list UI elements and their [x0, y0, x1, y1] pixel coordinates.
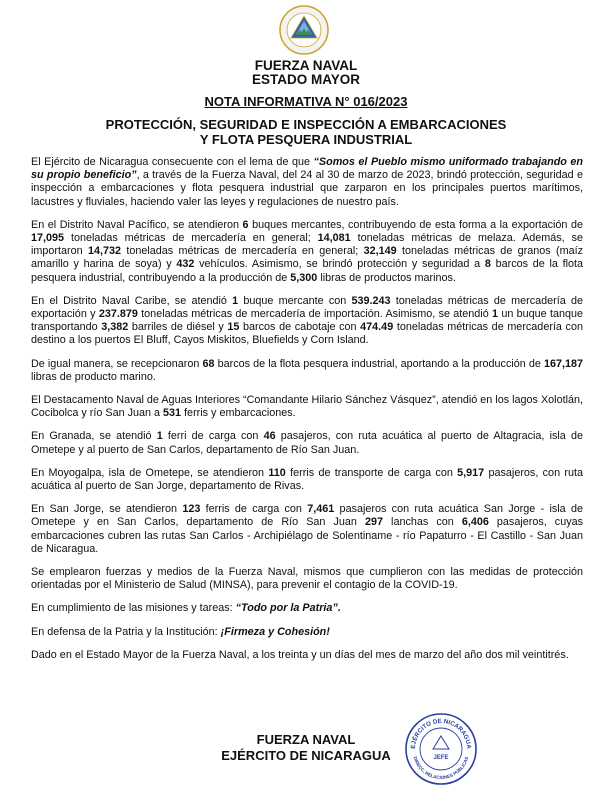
signature-line-2: EJÉRCITO DE NICARAGUA — [221, 748, 391, 763]
dept-name: ESTADO MAYOR — [251, 72, 360, 87]
paragraph-granada: En Granada, se atendió 1 ferri de carga con 46 pasajeros, con ruta acuática al puerto de Altagracia, isla de Ometepe y al puerto de San Carlos, departamento de Río San Juan. — [31, 430, 583, 456]
paragraph-defensa: En defensa de la Patria y la Institución: ¡Firmeza y Cohesión! — [31, 625, 330, 638]
document-body — [31, 156, 583, 672]
paragraph-minsa: Se emplearon fuerzas y medios de la Fuerza Naval, mismos que cumplieron con las medidas de protección orientadas por el Ministerio de Salud (MINSA), para prevenir el contagio de la COVID-19. — [31, 566, 583, 592]
paragraph-san-jorge: En San Jorge, se atendieron 123 ferris de carga con 7,461 pasajeros con ruta acuática San Jorge - isla de Ometepe y en San Carlos, departamento de Río San Juan 297 lanchas con 6,406 pasajeros, cuyas embarcaciones cubren las rutas San Carlos - Archipiélago de Solentiname - río Papaturro - El Castillo - San Juan de Nicaragua. — [31, 503, 583, 555]
stamp-bottom-text: DIRECC. RELACIONES PÚBLICAS — [412, 756, 470, 781]
paragraph-dado: Dado en el Estado Mayor de la Fuerza Naval, a los treinta y un días del mes de marzo del año dos mil veintitrés. — [31, 648, 569, 661]
paragraph-pacifico: En el Distrito Naval Pacífico, se atendieron 6 buques mercantes, contribuyendo de esta forma a la exportación de 17,095 toneladas métricas de mercadería en general; 14,081 toneladas métricas de melaza. Además, se importaron 14,732 toneladas métricas de mercadería en general; 32,149 toneladas métricas de granos (maíz amarillo y harina de soya) y 432 vehículos. Asimismo, se brindó protección y seguridad a 8 barcos de la flota pesquera industrial, contribuyendo a la producción de 5,300 libras de productos marinos. — [31, 218, 584, 284]
document-title — [60, 117, 552, 147]
nota-number: NOTA INFORMATIVA N° 016/2023 — [204, 94, 408, 109]
official-stamp — [404, 712, 478, 786]
paragraph-intro: El Ejército de Nicaragua consecuente con el lema de que “Somos el Pueblo mismo uniformado trabajando en su propio beneficio”, a través de la Fuerza Naval, del 24 al 30 de marzo de 2023, brindó protección, seguridad e inspección a embarcaciones y flota pesquera industrial que zarparon en los principales puertos marítimos, lacustres y fluviales, haciendo valer las leyes y regulaciones de nuestro país. — [31, 156, 584, 208]
stamp-center-text: JEFE — [433, 755, 449, 761]
signature-line-1: FUERZA NAVAL — [256, 732, 356, 747]
paragraph-moyogalpa: En Moyogalpa, isla de Ometepe, se atendieron 110 ferris de transporte de carga con 5,917 pasajeros, con ruta acuática al puerto de San Jorge, departamento de Rivas. — [31, 466, 584, 493]
signature-block — [212, 732, 400, 764]
title-line-1: PROTECCIÓN, SEGURIDAD E INSPECCIÓN A EMBARCACIONES — [105, 117, 507, 132]
paragraph-flota-pesquera: De igual manera, se recepcionaron 68 barcos de la flota pesquera industrial, aportando a la producción de 167,187 libras de producto marino. — [31, 357, 583, 383]
title-line-2: Y FLOTA PESQUERA INDUSTRIAL — [199, 132, 413, 147]
stamp-top-text: EJÉRCITO DE NICARAGUA — [409, 717, 473, 750]
svg-text:EJÉRCITO DE NICARAGUA — [410, 718, 472, 750]
paragraph-mision: En cumplimiento de las misiones y tareas: “Todo por la Patria”. — [31, 602, 341, 615]
paragraph-caribe: En el Distrito Naval Caribe, se atendió 1 buque mercante con 539.243 toneladas métricas de mercadería de exportación y 237.879 toneladas métricas de mercadería de importación. Asimismo, se atendió 1 un buque tanque transportando 3,382 barriles de diésel y 15 barcos de cabotaje con 474.49 toneladas métricas de mercadería con destino a los puertos El Bluff, Cayos Miskitos, Bluefields y Corn Island. — [31, 294, 584, 347]
coat-of-arms-seal — [278, 4, 330, 56]
paragraph-aguas-interiores: El Destacamento Naval de Aguas Interiores “Comandante Hilario Sánchez Vásquez”, atendió en los lagos Xolotlán, Cocibolca y río San Juan a 531 ferris y embarcaciones. — [31, 394, 583, 420]
org-name: FUERZA NAVAL — [254, 58, 358, 73]
